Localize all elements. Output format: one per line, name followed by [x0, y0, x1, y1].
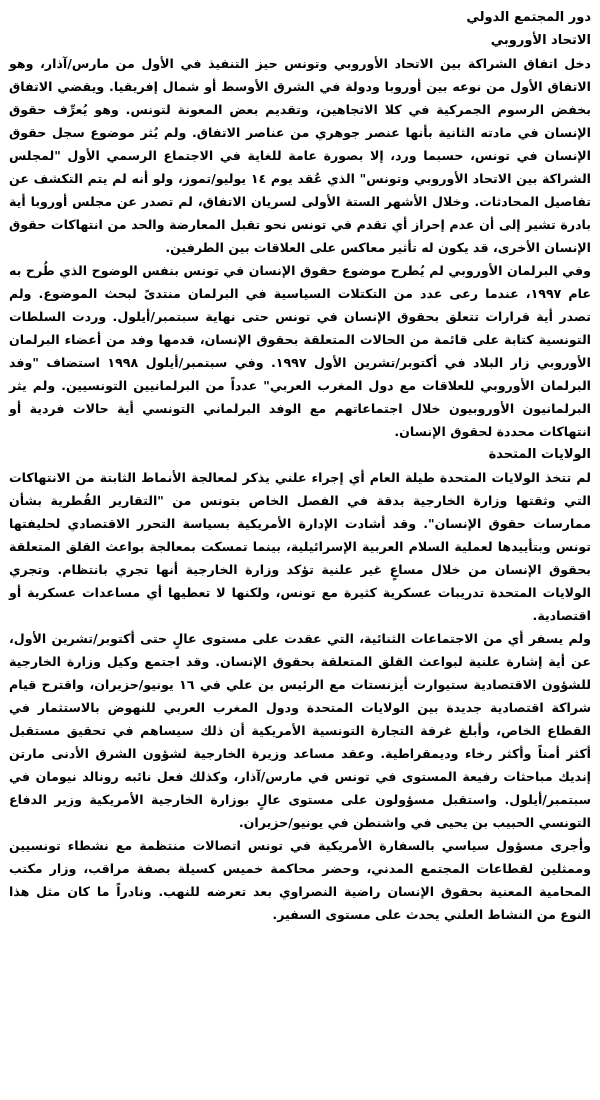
section-us: [9, 443, 591, 926]
paragraph-us-embassy-contacts: وأجرى مسؤول سياسي بالسفارة الأمريكية في تونس اتصالات منتظمة مع نشطاء تونسيين وممثلين لقطاعات المجتمع المدني، وحضر محاكمة خميس كسيلة بصفة مراقب، وزار مكتب المحامية المعنية بحقوق الإنسان راضية النصراوي بعد تعرضه للنهب. ونادراً ما كان مثل هذا النوع من النشاط العلني يحدث على مستوى السفير.: [9, 838, 591, 922]
section-heading-eu: الاتحاد الأوروبي: [490, 33, 591, 48]
paragraph-eu-association-agreement: دخل اتفاق الشراكة بين الاتحاد الأوروبي وتونس حيز التنفيذ في الأول من مارس/آذار، وهو الاتفاق الأول من نوعه بين أوروبا ودولة في الشرق الأوسط أو شمال إفريقيا. ويقضي الاتفاق بخفض الرسوم الجمركية في كلا الاتجاهين، وتقديم بعض المعونة لتونس. وهو يُعرِّف حقوق الإنسان في مادته الثانية بأنها عنصر جوهري من عناصر الاتفاق. ولم يُثر موضوع سجل حقوق الإنسان في تونس، حسبما ورد، إلا بصورة عامة للغاية في الاجتماع الرسمي الأول "لمجلس الشراكة بين الاتحاد الأوروبي وتونس" الذي عُقد يوم ١٤ يوليو/تموز، ولو أنه لم يتم التكشف عن تفاصيل المحادثات. وخلال الأشهر الستة الأولى لسريان الاتفاق، لم تصدر عن مجلس أوروبا أية بادرة تشير إلى أن عدم إحراز أي تقدم في تونس نحو تقبل المعارضة والحد من انتهاكات حقوق الإنسان الأخرى، قد يكون له تأثير معاكس على العلاقات بين الطرفين.: [9, 56, 592, 255]
paragraph-eu-parliament: وفي البرلمان الأوروبي لم يُطرح موضوع حقوق الإنسان في تونس بنفس الوضوح الذي طُرح به عام ١٩٩٧، عندما رعى عدد من التكتلات السياسية في البرلمان منتدىً لبحث الموضوع. ولم تصدر أية قرارات تتعلق بحقوق الإنسان في تونس حتى نهاية سبتمبر/أيلول. وردت السلطات التونسية كتابة على قائمة من الحالات المتعلقة بحقوق الإنسان، قدمها وفد من أعضاء البرلمان الأوروبي زار البلاد في أكتوبر/تشرين الأول ١٩٩٧. وفي سبتمبر/أيلول ١٩٩٨ استضاف "وفد البرلمان الأوروبي للعلاقات مع دول المغرب العربي" عدداً من البرلمانيين التونسيين. ولم يثر البرلمانيون الأوروبيون خلال اجتماعاتهم مع الوفد البرلماني التونسي أية حالات فردية أو انتهاكات محددة لحقوق الإنسان.: [9, 263, 591, 439]
paragraph-us-policy: لم تتخذ الولايات المتحدة طيلة العام أي إجراء علني يذكر لمعالجة الأنماط الثابتة من الانتهاكات التي وثقتها وزارة الخارجية بدقة في الفصل الخاص بتونس من "التقارير القُطرية بشأن ممارسات حقوق الإنسان". وقد أشادت الإدارة الأمريكية بسياسة التحرر الاقتصادي لحليفتها تونس وبتأييدها لعملية السلام العربية الإسرائيلية، بينما تمسكت بمعالجة بواعث القلق المتعلقة بحقوق الإنسان من خلال مساعٍ غير علنية تؤكد وزارة الخارجية أنها تجري بانتظام. وتجري الولايات المتحدة تدريبات عسكرية كثيرة مع تونس، ولكنها لا تعطيها أي مساعدات عسكرية أو اقتصادية.: [9, 470, 591, 623]
section-heading-us: الولايات المتحدة: [488, 447, 591, 462]
document-title: دور المجتمع الدولي: [466, 10, 591, 25]
paragraph-us-bilateral-meetings: ولم يسفر أي من الاجتماعات الثنائية، التي عقدت على مستوى عالٍ حتى أكتوبر/تشرين الأول، عن أية إشارة علنية لبواعث القلق المتعلقة بحقوق الإنسان. وقد اجتمع وكيل وزارة الخارجية للشؤون الاقتصادية ستيوارت أيزنستات مع الرئيس بن علي في ١٦ يونيو/حزيران، واقترح قيام شراكة اقتصادية جديدة بين الولايات المتحدة ودول المغرب العربي للنهوض بالاستثمار في القطاع الخاص، وأبلغ غرفة التجارة التونسية الأمريكية أن ذلك سيساهم في تحقيق مستقبل أكثر أمناً وأكثر رخاء وديمقراطية. وعقد مساعد وزيرة الخارجية لشؤون الشرق الأدنى مارتن إنديك مباحثات رفيعة المستوى في تونس في مارس/آذار، وكذلك فعل نائبه رونالد نيومان في سبتمبر/أيلول. واستقبل مسؤولون على مستوى عالٍ بوزارة الخارجية الأمريكية وزير الدفاع التونسي الحبيب بن يحيى في واشنطن في يونيو/حزيران.: [9, 631, 591, 830]
section-eu: [9, 29, 591, 443]
